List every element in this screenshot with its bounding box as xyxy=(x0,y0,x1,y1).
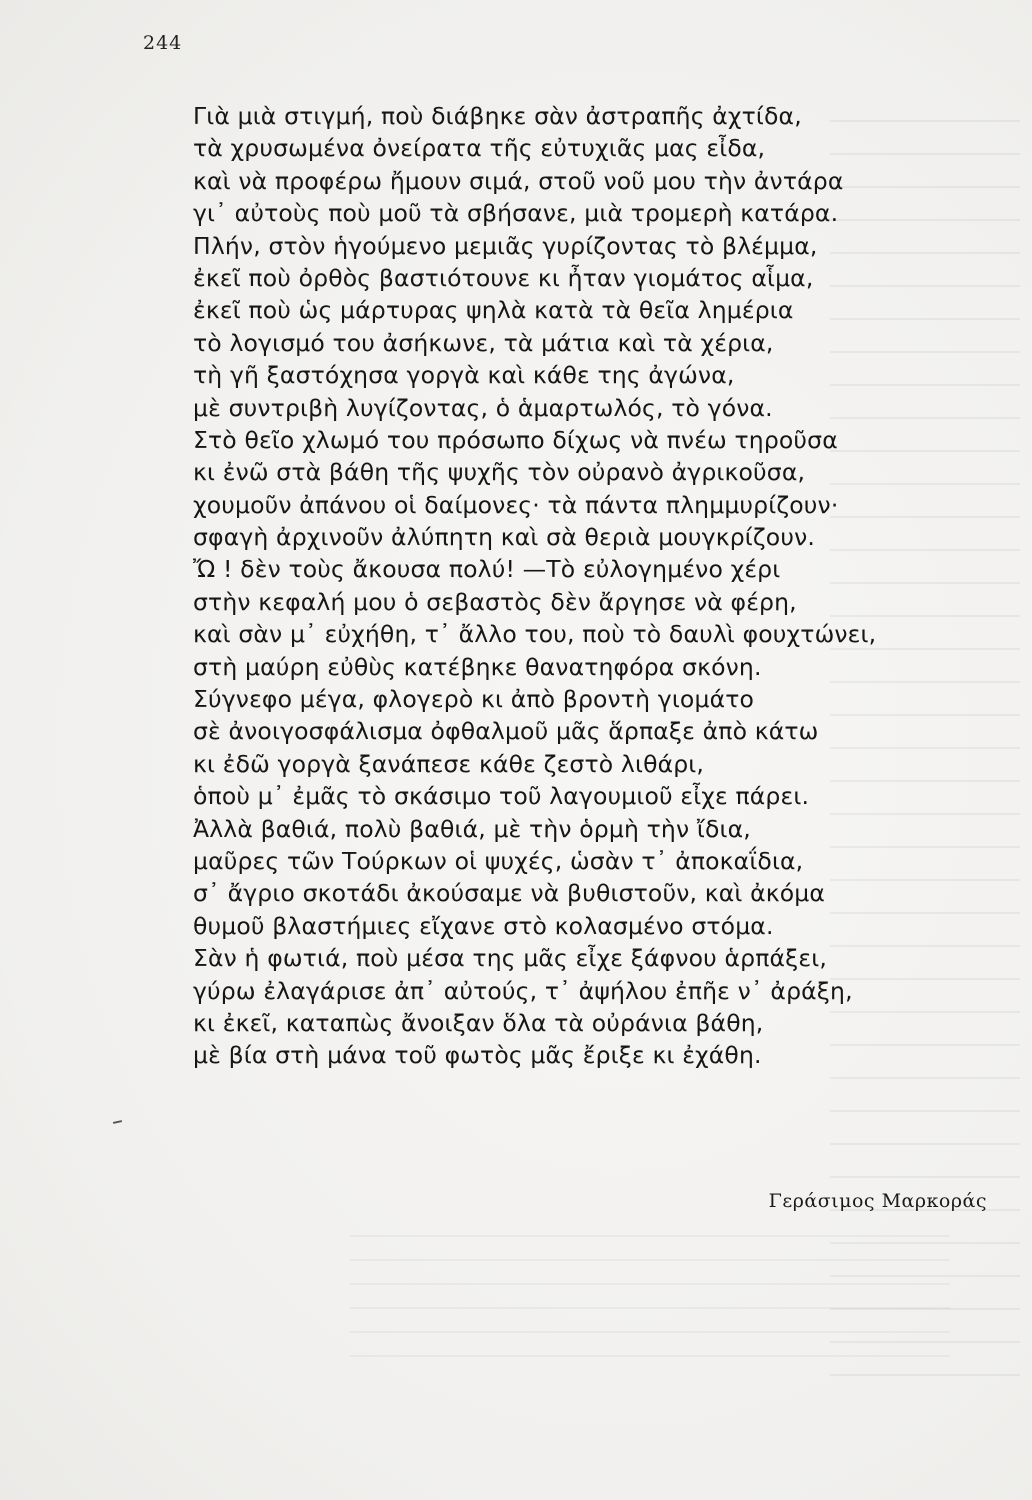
poem-line: ἐκεῖ ποὺ ὡς μάρτυρας ψηλὰ κατὰ τὰ θεῖα λημέρια xyxy=(193,296,794,325)
poem-line: τὴ γῆ ξαστόχησα γοργὰ καὶ κάθε της ἀγώνα, xyxy=(193,361,735,390)
poem-line: μαῦρες τῶν Τούρκων οἱ ψυχές, ὡσὰν τ᾽ ἀποκαΐδια, xyxy=(193,846,804,875)
poem-line: Σὰν ἡ φωτιά, ποὺ μέσα της μᾶς εἶχε ξάφνου ἁρπάξει, xyxy=(193,944,827,973)
poem-line: κι ἐνῶ στὰ βάθη τῆς ψυχῆς τὸν οὐρανὸ ἀγρικοῦσα, xyxy=(193,458,806,487)
poem-line: κι ἐκεῖ, καταπὼς ἄνοιξαν ὅλα τὰ οὐράνια βάθη, xyxy=(193,1008,764,1037)
poem-line: γι᾽ αὐτοὺς ποὺ μοῦ τὰ σβήσανε, μιὰ τρομερὴ κατάρα. xyxy=(193,199,839,228)
poem-line: Γιὰ μιὰ στιγμή, ποὺ διάβηκε σὰν ἀστραπῆς ἀχτίδα, xyxy=(193,102,802,130)
poem-line: χουμοῦν ἀπάνου οἱ δαίμονες· τὰ πάντα πλημμυρίζουν· xyxy=(193,490,839,519)
poem-text xyxy=(193,100,973,1072)
poem-line: στὴν κεφαλή μου ὁ σεβαστὸς δὲν ἄργησε νὰ φέρη, xyxy=(193,587,797,616)
poem-line: ἐκεῖ ποὺ ὀρθὸς βαστιότουνε κι ἦταν γιομάτος αἷμα, xyxy=(193,263,814,292)
poem-line: ὁποὺ μ᾽ ἐμᾶς τὸ σκάσιμο τοῦ λαγουμιοῦ εἶχε πάρει. xyxy=(193,782,810,811)
page-number: 244 xyxy=(143,32,183,54)
poem-line: καὶ νὰ προφέρω ἤμουν σιμά, στοῦ νοῦ μου τὴν ἀντάρα xyxy=(193,166,844,195)
author-signature: Γεράσιμος Μαρκοράς xyxy=(768,1190,987,1212)
poem-line: τὰ χρυσωμένα ὀνείρατα τῆς εὐτυχιᾶς μας εἶδα, xyxy=(193,134,766,163)
poem-line: σ᾽ ἄγριο σκοτάδι ἀκούσαμε νὰ βυθιστοῦν, καὶ ἀκόμα xyxy=(193,879,825,908)
poem-line: σὲ ἀνοιγοσφάλισμα ὀφθαλμοῦ μᾶς ἅρπαξε ἀπὸ κάτω xyxy=(193,717,819,746)
poem-line: μὲ βία στὴ μάνα τοῦ φωτὸς μᾶς ἔριξε κι ἐχάθη. xyxy=(193,1041,762,1070)
poem-line: Ἀλλὰ βαθιά, πολὺ βαθιά, μὲ τὴν ὁρμὴ τὴν ἴδια, xyxy=(193,814,751,843)
poem-line: γύρω ἐλαγάρισε ἀπ᾽ αὐτούς, τ᾽ ἀψήλου ἐπῆε ν᾽ ἀράξη, xyxy=(193,976,853,1005)
poem-line: σφαγὴ ἀρχινοῦν ἀλύπητη καὶ σὰ θεριὰ μουγκρίζουν. xyxy=(193,523,815,552)
margin-mark xyxy=(113,1120,122,1124)
poem-line: Στὸ θεῖο χλωμό του πρόσωπο δίχως νὰ πνέω τηροῦσα xyxy=(193,425,838,454)
poem-line: Σύγνεφο μέγα, φλογερὸ κι ἀπὸ βροντὴ γιομάτο xyxy=(193,685,755,714)
poem-line: Πλήν, στὸν ἡγούμενο μεμιᾶς γυρίζοντας τὸ βλέμμα, xyxy=(193,231,818,260)
poem-line: καὶ σὰν μ᾽ εὐχήθη, τ᾽ ἄλλο του, ποὺ τὸ δαυλὶ φουχτώνει, xyxy=(193,620,877,649)
poem-line: στὴ μαύρη εὐθὺς κατέβηκε θανατηφόρα σκόνη. xyxy=(193,652,762,681)
poem-line: κι ἐδῶ γοργὰ ξανάπεσε κάθε ζεστὸ λιθάρι, xyxy=(193,749,705,778)
poem-line: θυμοῦ βλαστήμιες εἴχανε στὸ κολασμένο στόμα. xyxy=(193,911,774,940)
show-through-texture-lower xyxy=(350,1235,950,1375)
poem-line: τὸ λογισμό του ἀσήκωνε, τὰ μάτια καὶ τὰ χέρια, xyxy=(193,328,774,357)
poem-line: Ὤ ! δὲν τοὺς ἄκουσα πολύ! —Τὸ εὐλογημένο χέρι xyxy=(193,555,781,584)
poem-line: μὲ συντριβὴ λυγίζοντας, ὁ ἁμαρτωλός, τὸ γόνα. xyxy=(193,393,773,422)
